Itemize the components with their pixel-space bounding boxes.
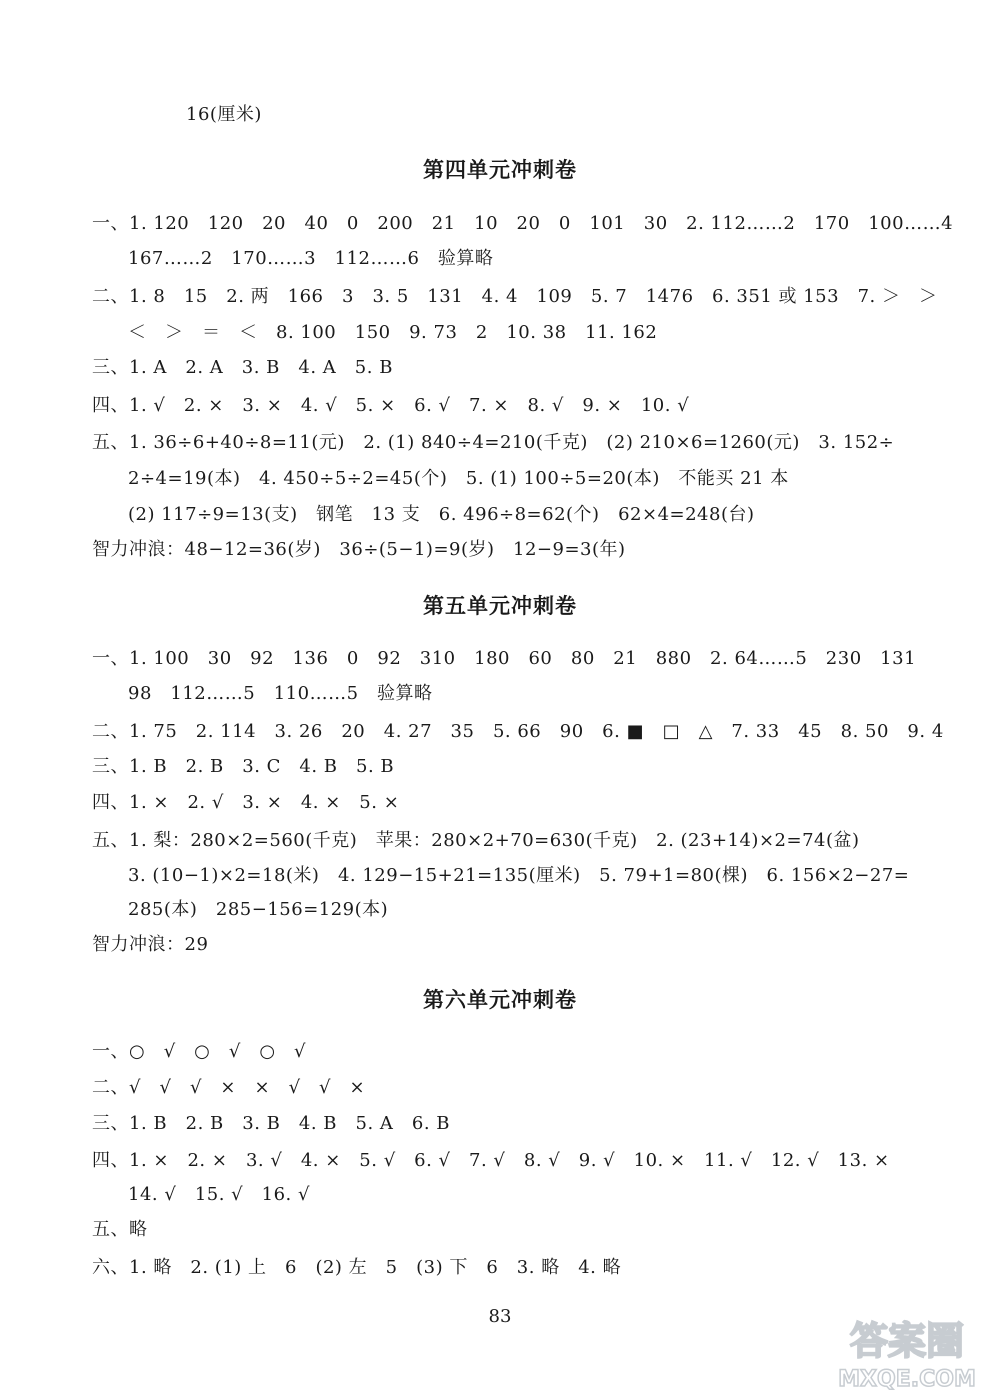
page-number: 83 [488,1306,512,1327]
answer-line: 六、1. 略 2. (1) 上 6 (2) 左 5 (3) 下 6 3. 略 4. 略 [92,1257,622,1278]
answer-line: 三、1. B 2. B 3. C 4. B 5. B [92,756,395,777]
answer-line: 167……2 170……3 112……6 验算略 [128,248,494,269]
answer-line: 四、1. × 2. × 3. √ 4. × 5. √ 6. √ 7. √ 8. √ 9. √ 10. × 11. √ 12. √ 13. × [92,1150,890,1171]
answer-line: 一、1. 120 120 20 40 0 200 21 10 20 0 101 30 2. 112……2 170 100……4 [92,213,954,234]
answer-line: 二、1. 8 15 2. 两 166 3 3. 5 131 4. 4 109 5. 7 1476 6. 351 或 153 7. ＞ ＞ [92,286,938,307]
answer-line: 五、1. 36÷6+40÷8=11(元) 2. (1) 840÷4=210(千克) (2) 210×6=1260(元) 3. 152÷ [92,432,895,453]
watermark-logo-text: 答案圈 [849,1319,965,1363]
answer-line: 三、1. B 2. B 3. B 4. B 5. A 6. B [92,1113,451,1134]
answer-line: 3. (10−1)×2=18(米) 4. 129−15+21=135(厘米) 5. 79+1=80(棵) 6. 156×2−27= [128,865,910,886]
section-title-unit6: 第六单元冲刺卷 [423,988,577,1012]
answer-line: 一、1. 100 30 92 136 0 92 310 180 60 80 21 880 2. 64……5 230 131 [92,648,917,669]
answer-line: 14. √ 15. √ 16. √ [128,1184,310,1205]
answer-line: 2÷4=19(本) 4. 450÷5÷2=45(个) 5. (1) 100÷5=20(本) 不能买 21 本 [128,468,789,489]
answer-line: (2) 117÷9=13(支) 钢笔 13 支 6. 496÷8=62(个) 62×4=248(台) [128,504,755,525]
watermark-logo [822,1308,992,1394]
answer-line: 三、1. A 2. A 3. B 4. A 5. B [92,357,393,378]
answer-line: 四、1. √ 2. × 3. × 4. √ 5. × 6. √ 7. × 8. √ 9. × 10. √ [92,395,690,416]
section-title-unit5: 第五单元冲刺卷 [423,594,577,618]
answer-line: 四、1. × 2. √ 3. × 4. × 5. × [92,792,400,813]
answer-line: 五、1. 梨：280×2=560(千克) 苹果：280×2+70=630(千克) 2. (23+14)×2=74(盆) [92,830,860,851]
answer-line: 16(厘米) [186,104,262,125]
answer-line: 二、1. 75 2. 114 3. 26 20 4. 27 35 5. 66 90 6. ■ □ △ 7. 33 45 8. 50 9. 4 [92,721,944,742]
answer-line: 285(本) 285−156=129(本) [128,899,389,920]
section-title-unit4: 第四单元冲刺卷 [423,158,577,182]
answer-line: 五、略 [92,1219,148,1240]
answer-line: 智力冲浪：48−12=36(岁) 36÷(5−1)=9(岁) 12−9=3(年) [92,539,626,560]
watermark-url-text: MXQE.COM [838,1367,976,1392]
answer-line: ＜ ＞ ＝ ＜ 8. 100 150 9. 73 2 10. 38 11. 162 [128,322,658,343]
answer-line: 智力冲浪：29 [92,934,209,955]
answer-line: 98 112……5 110……5 验算略 [128,683,433,704]
answer-line: 二、√ √ √ × × √ √ × [92,1077,366,1098]
answer-line: 一、○ √ ○ √ ○ √ [92,1041,307,1062]
